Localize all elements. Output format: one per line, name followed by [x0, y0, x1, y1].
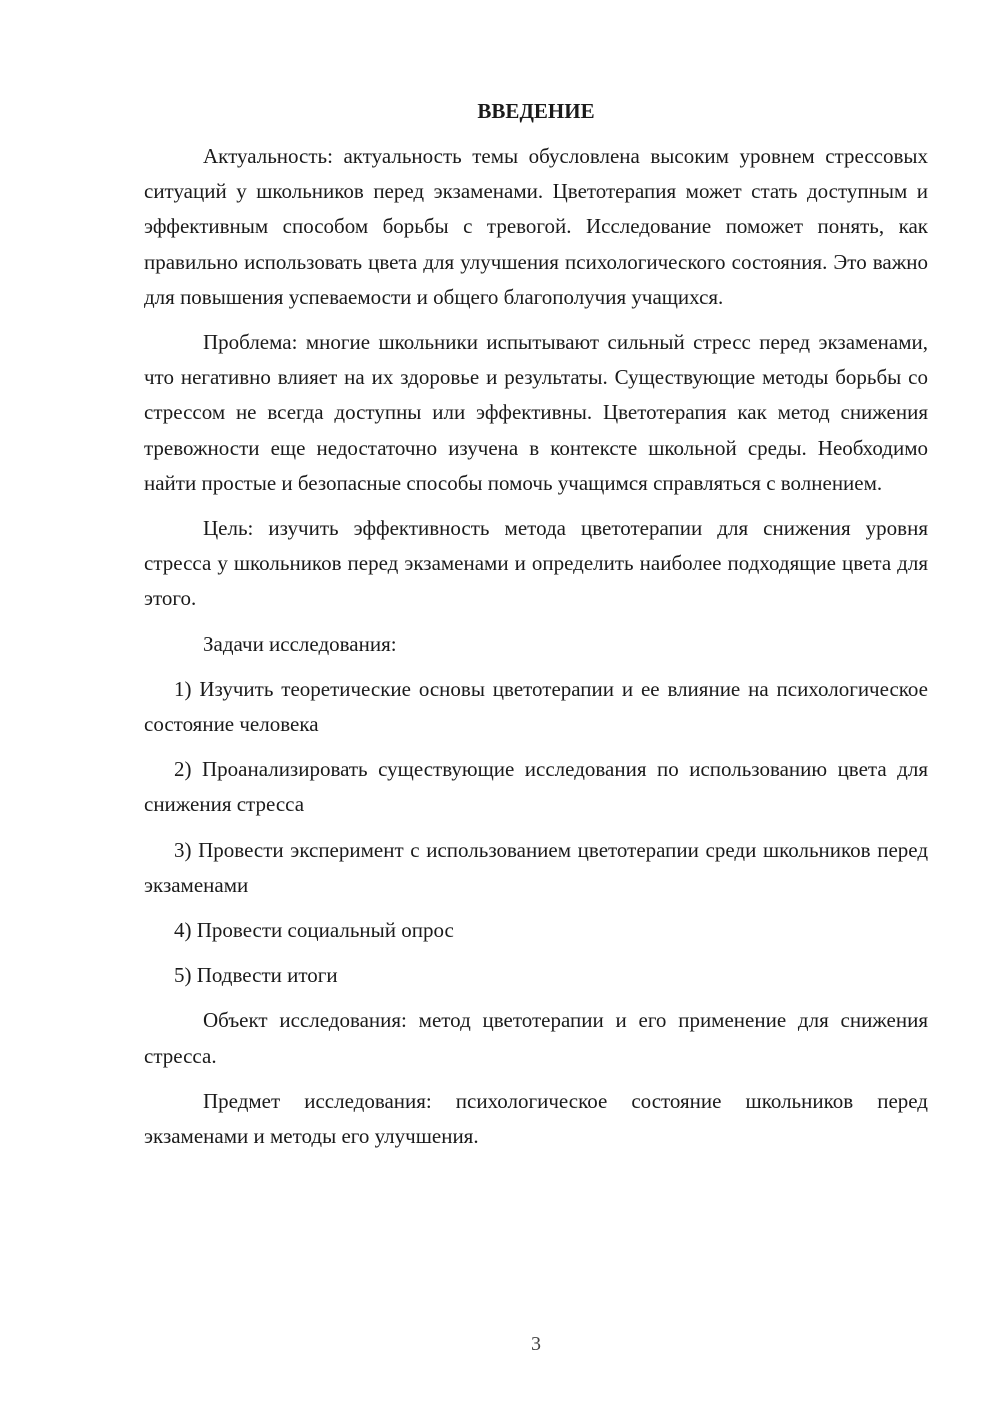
tasks-heading: Задачи исследования:: [203, 631, 397, 656]
document-page: [144, 94, 928, 1164]
task-item: 1) Изучить теоретические основы цветотерапии и ее влияние на психологическое состояние человека: [144, 676, 928, 737]
task-item: 4) Провести социальный опрос: [174, 918, 454, 943]
task-item: 2) Проанализировать существующие исследования по использованию цвета для снижения стресса: [144, 757, 928, 817]
page-number: 3: [531, 1333, 541, 1355]
relevance-paragraph: Актуальность: актуальность темы обусловлена высоким уровнем стрессовых ситуаций у школьников перед экзаменами. Цветотерапия может стать доступным и эффективным способом борьбы с тревогой. Исследование поможет понять, как правильно использовать цвета для улучшения психологического состояния. Это важно для повышения успеваемости и общего благополучия учащихся.: [144, 144, 928, 309]
object-paragraph: Объект исследования: метод цветотерапии и его применение для снижения стресса.: [144, 1008, 928, 1068]
task-item: 3) Провести эксперимент с использованием цветотерапии среди школьников перед экзаменами: [144, 837, 928, 897]
subject-paragraph: Предмет исследования: психологическое состояние школьников перед экзаменами и методы его улучшения.: [144, 1088, 928, 1149]
task-item: 5) Подвести итоги: [174, 963, 338, 988]
problem-paragraph: Проблема: многие школьники испытывают сильный стресс перед экзаменами, что негативно влияет на их здоровье и результаты. Существующие методы борьбы со стрессом не всегда доступны или эффективны. Цветотерапия как метод снижения тревожности еще недостаточно изучена в контексте школьной среды. Необходимо найти простые и безопасные способы помочь учащимся справляться с волнением.: [144, 330, 928, 495]
page-title: ВВЕДЕНИЕ: [477, 99, 595, 123]
goal-paragraph: Цель: изучить эффективность метода цветотерапии для снижения уровня стресса у школьников перед экзаменами и определить наиболее подходящие цвета для этого.: [144, 516, 928, 611]
